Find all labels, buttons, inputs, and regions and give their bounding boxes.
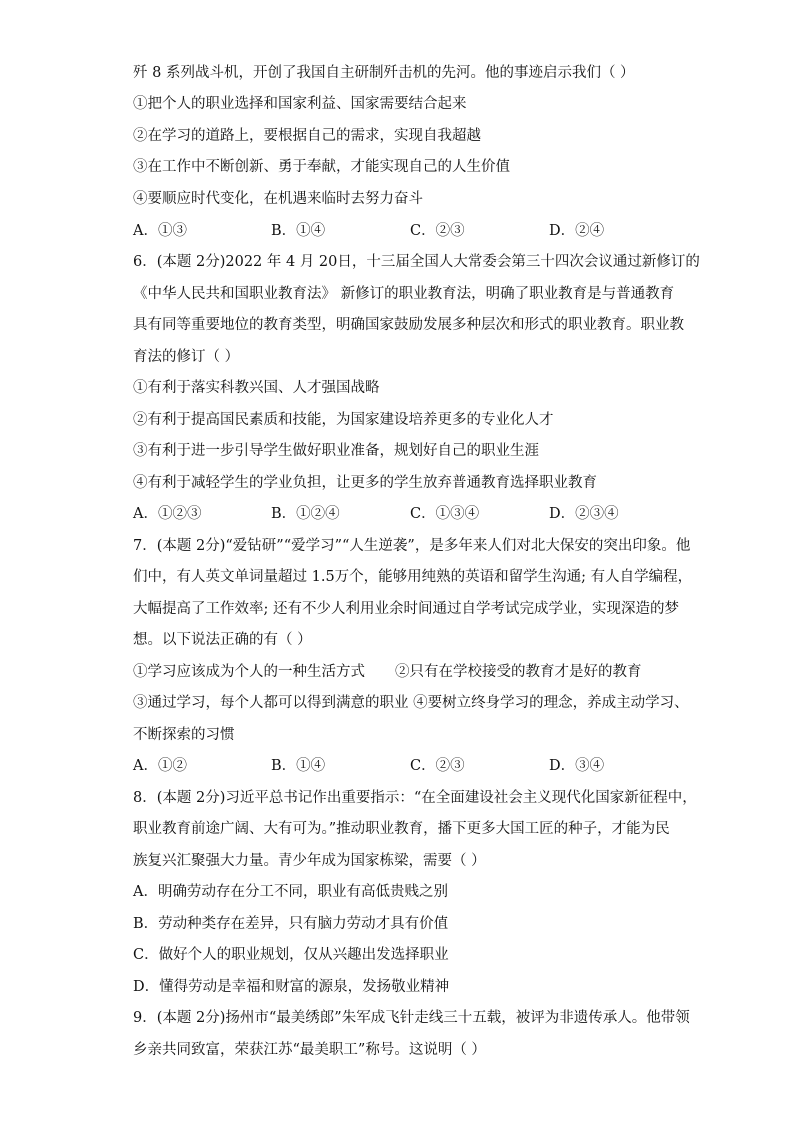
q5-options [133,221,663,241]
q8-option-b[interactable]: B．劳动种类存在差异，只有脑力劳动才具有价值 [133,916,449,932]
q6-stem-line-3: 具有同等重要地位的教育类型，明确国家鼓励发展多种层次和形式的职业教育。职业教 [133,317,684,333]
q7-stem-line-4: 想。以下说法正确的有（ ） [133,632,312,648]
q5-statement-2: ②在学习的道路上，要根据自己的需求，实现自我超越 [133,128,481,144]
q6-options [133,504,663,524]
q6-statement-2: ②有利于提高国民素质和技能，为国家建设培养更多的专业化人才 [133,412,554,428]
q6-option-c[interactable]: C．①③④ [410,506,480,522]
q6-option-a[interactable]: A．①②③ [133,506,202,522]
q7-statements-row-3: 不断探索的习惯 [133,727,235,743]
q7-stem-line-3: 大幅提高了工作效率; 还有不少人利用业余时间通过自学考试完成学业，实现深造的梦 [133,601,679,617]
q6-option-d[interactable]: D．②③④ [549,506,619,522]
q7-option-a[interactable]: A．①② [133,758,187,774]
q7-statement-1: ①学习应该成为个人的一种生活方式 [133,664,365,680]
q5-statement-1: ①把个人的职业选择和国家利益、国家需要结合起来 [133,96,467,112]
q6-stem-line-4: 育法的修订（ ） [133,349,240,365]
q5-stem: 歼 8 系列战斗机，开创了我国自主研制歼击机的先河。他的事迹启示我们（ ） [133,65,635,81]
q6-option-b[interactable]: B．①②④ [271,506,340,522]
q8-stem-line-2: 职业教育前途广阔、大有可为。”推动职业教育，播下更多大国工匠的种子，才能为民 [133,821,670,837]
q6-stem-line-2: 《中华人民共和国职业教育法》 新修订的职业教育法，明确了职业教育是与普通教育 [133,286,675,302]
q6-statement-3: ③有利于进一步引导学生做好职业准备，规划好自己的职业生涯 [133,443,539,459]
q7-statements-row-2: ③通过学习，每个人都可以得到满意的职业 ④要树立终身学习的理念，养成主动学习、 [133,695,689,711]
q8-stem-line-1: 8．(本题 2分)习近平总书记作出重要指示：“在全面建设社会主义现代化国家新征程中， [133,790,697,806]
q6-statement-1: ①有利于落实科教兴国、人才强国战略 [133,380,380,396]
q7-stem-line-1: 7．(本题 2分)“爱钻研”“爱学习”“人生逆袭”，是多年来人们对北大保安的突出印象。他 [133,538,691,554]
q5-option-a[interactable]: A．①③ [133,223,187,239]
q7-option-c[interactable]: C．②③ [410,758,465,774]
q5-option-b[interactable]: B．①④ [271,223,326,239]
q5-option-c[interactable]: C．②③ [410,223,465,239]
q6-statement-4: ④有利于减轻学生的学业负担，让更多的学生放弃普通教育选择职业教育 [133,475,597,491]
q7-option-d[interactable]: D．③④ [549,758,605,774]
q8-option-a[interactable]: A．明确劳动存在分工不同，职业有高低贵贱之别 [133,884,448,900]
q7-statements-row-1 [133,662,663,682]
q7-stem-line-2: 们中，有人英文单词量超过 1.5万个，能够用纯熟的英语和留学生沟通; 有人自学编程， [133,569,693,585]
q9-stem-line-1: 9．(本题 2分)扬州市“最美绣郎”朱军成飞针走线三十五载，被评为非遗传承人。他带领 [133,1010,690,1026]
q7-options [133,756,663,776]
q8-stem-line-3: 族复兴汇聚强大力量。青少年成为国家栋梁，需要（ ） [133,853,486,869]
q9-stem-line-2: 乡亲共同致富，荣获江苏“最美职工”称号。这说明（ ） [133,1042,486,1058]
q6-stem-line-1: 6．(本题 2分)2022 年 4 月 20日，十三届全国人大常委会第三十四次会议通过新修订的 [133,254,700,270]
q7-statement-2: ②只有在学校接受的教育才是好的教育 [395,664,642,680]
q5-option-d[interactable]: D．②④ [549,223,605,239]
q8-option-c[interactable]: C．做好个人的职业规划，仅从兴趣出发选择职业 [133,947,449,963]
q5-statement-4: ④要顺应时代变化，在机遇来临时去努力奋斗 [133,191,423,207]
q7-option-b[interactable]: B．①④ [271,758,326,774]
q5-statement-3: ③在工作中不断创新、勇于奉献，才能实现自己的人生价值 [133,159,510,175]
q8-option-d[interactable]: D．懂得劳动是幸福和财富的源泉，发扬敬业精神 [133,979,450,995]
